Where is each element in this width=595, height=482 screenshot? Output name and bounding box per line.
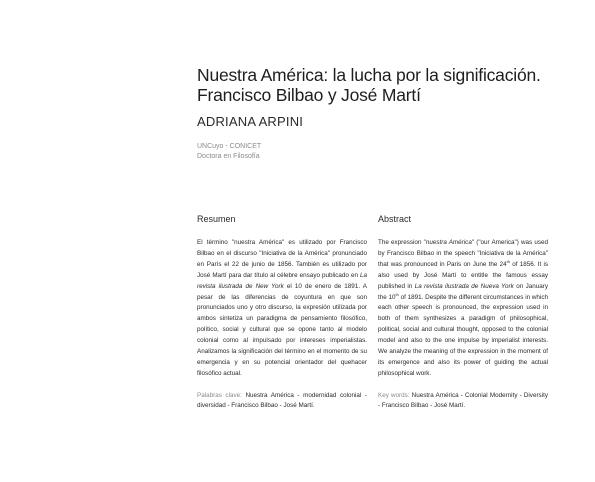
- resumen-section: [197, 214, 367, 412]
- text-segment: La revista ilustrada de New York: [197, 271, 367, 290]
- title-line-1: Nuestra América: la lucha por la significación.: [197, 65, 541, 85]
- abstract-keywords-label: Key words:: [378, 391, 410, 399]
- text-segment: nuestra América: [425, 239, 472, 246]
- text-segment: el 10 de enero de 1891. A pesar de las diferencias de coyuntura en que son pronunciados uno y otro discurso, la expresión utilizada por ambos sintetiza un paradigma de pensamiento filosófico, político, social y cultural que se opone tanto al modelo colonial como al impulsado por intereses imperialistas. Analizamos la significación del término en el momento de su emergencia y en su potencial orientador del quehacer filosófico actual.: [197, 282, 368, 377]
- abstract-heading: Abstract: [378, 214, 412, 224]
- abstract-body: [378, 238, 548, 380]
- resumen-keywords-list: Nuestra América - modernidad colonial - diversidad - Francisco Bilbao - José Martí.: [197, 391, 367, 410]
- author-affiliation: [197, 142, 261, 162]
- text-segment: " ("our America") was used by Francisco Bilbao in the speech "Iniciativa de la América" that was pronounced in Paris on June the 24: [378, 239, 548, 268]
- abstract-keywords-list: Nuestra América - Colonial Modernity - Diversity - Francisco Bilbao - José Martí.: [378, 391, 548, 410]
- affiliation-degree: Doctora en Filosofía: [197, 153, 260, 160]
- text-segment: on January the 10: [378, 282, 549, 301]
- abstract-section: [378, 214, 548, 412]
- article-title: [197, 65, 557, 105]
- text-segment: La revista ilustrada de Nueva York: [414, 282, 514, 290]
- abstract-keywords: [378, 391, 548, 412]
- affiliation-institution: UNCuyo - CONICET: [197, 143, 262, 150]
- resumen-body: [197, 238, 367, 380]
- resumen-keywords: [197, 391, 367, 412]
- author-name: ADRIANA ARPINI: [197, 114, 304, 129]
- text-segment: th: [395, 291, 399, 297]
- text-segment: of 1856. It is also used by José Martí to entitle the famous essay published in: [378, 260, 548, 290]
- text-segment: of 1891. Despite the different circumstances in which each other speech is pronounced, the expression used in both of them synthesizes a paradigm of philosophical, political, social and cultural thought, opposed to the colonial model and also to the one impulse by imperialist interests. We analyze the meaning of the expression in the moment of its emergence and also its power of guiding the actual philosophical work.: [378, 293, 548, 377]
- resumen-heading: Resumen: [197, 214, 236, 224]
- text-segment: El término "nuestra América" es utilizado por Francisco Bilbao en el discurso "Iniciativa de la América" pronunciado en París el 22 de junio de 1856. También es utilizado por José Martí para dar título al célebre ensayo publicado en: [197, 239, 367, 279]
- text-segment: th: [506, 258, 510, 264]
- resumen-keywords-label: Palabras clave:: [197, 391, 242, 399]
- text-segment: The expression ": [378, 239, 426, 246]
- title-line-2: Francisco Bilbao y José Martí: [197, 85, 421, 105]
